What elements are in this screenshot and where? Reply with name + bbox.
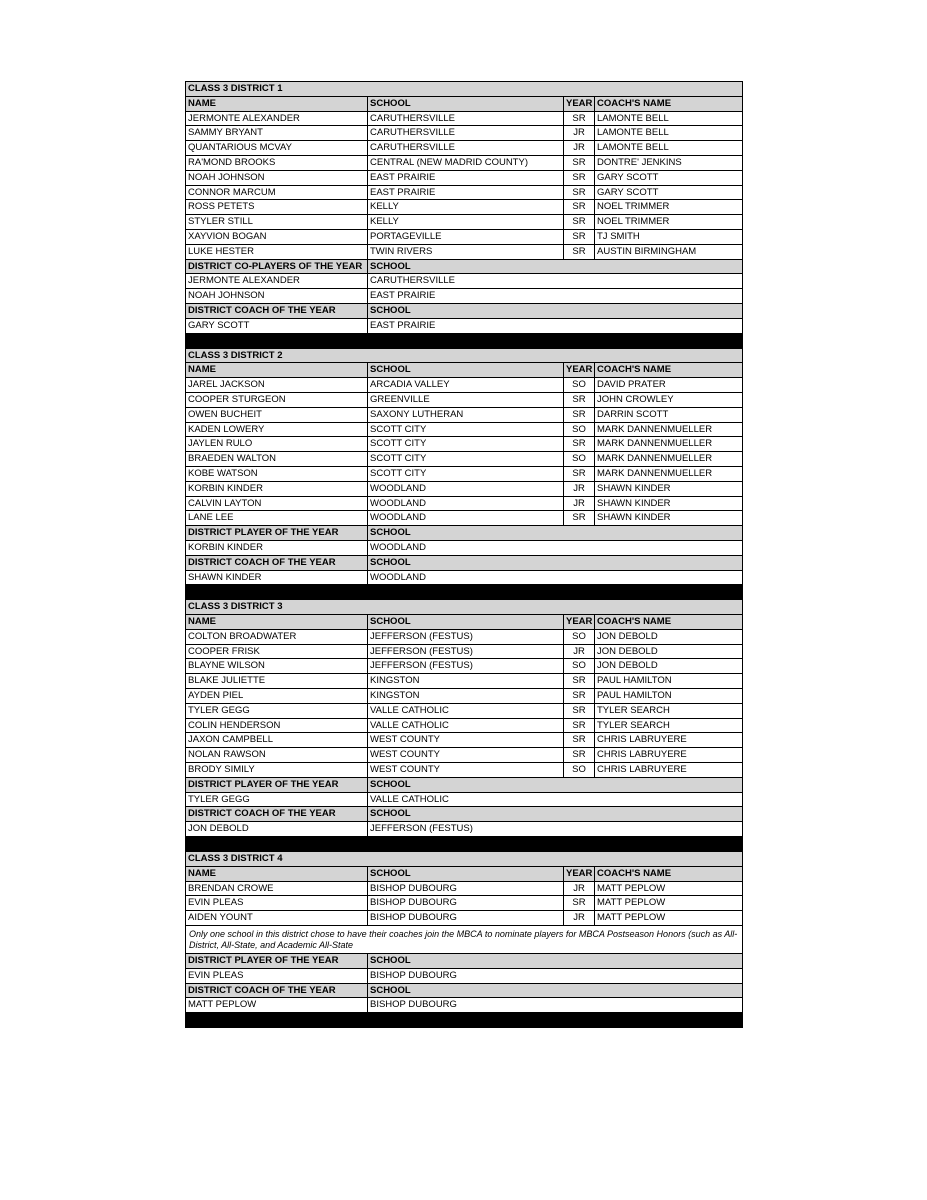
player-coach: CHRIS LABRUYERE (595, 748, 743, 763)
player-coach: MARK DANNENMUELLER (595, 422, 743, 437)
player-coach: PAUL HAMILTON (595, 674, 743, 689)
player-school: VALLE CATHOLIC (368, 718, 564, 733)
player-coach: CHRIS LABRUYERE (595, 763, 743, 778)
player-name: BLAYNE WILSON (186, 659, 368, 674)
coach-header: COACH'S NAME (595, 615, 743, 630)
player-year: SR (564, 437, 595, 452)
player-name: EVIN PLEAS (186, 896, 368, 911)
player-row (186, 422, 743, 437)
player-coach: SHAWN KINDER (595, 481, 743, 496)
player-name: RA'MOND BROOKS (186, 155, 368, 170)
player-year: SO (564, 629, 595, 644)
award-school-heading: SCHOOL (368, 259, 743, 274)
player-school: PORTAGEVILLE (368, 229, 564, 244)
school-header: SCHOOL (368, 96, 564, 111)
player-row (186, 155, 743, 170)
player-coach: JON DEBOLD (595, 644, 743, 659)
player-year: SR (564, 185, 595, 200)
award-header-row (186, 526, 743, 541)
award-header-row (186, 259, 743, 274)
player-name: COOPER FRISK (186, 644, 368, 659)
winner-school: BISHOP DUBOURG (368, 968, 743, 983)
player-row (186, 229, 743, 244)
player-coach: AUSTIN BIRMINGHAM (595, 244, 743, 259)
player-name: KADEN LOWERY (186, 422, 368, 437)
player-row (186, 703, 743, 718)
award-heading: DISTRICT COACH OF THE YEAR (186, 303, 368, 318)
player-school: WEST COUNTY (368, 763, 564, 778)
player-school: KINGSTON (368, 674, 564, 689)
award-heading: DISTRICT PLAYER OF THE YEAR (186, 954, 368, 969)
school-header: SCHOOL (368, 615, 564, 630)
player-row (186, 674, 743, 689)
player-row (186, 200, 743, 215)
award-header-row (186, 954, 743, 969)
separator-cell (186, 585, 743, 600)
school-header: SCHOOL (368, 866, 564, 881)
district-note-row (186, 926, 743, 954)
player-coach: SHAWN KINDER (595, 496, 743, 511)
player-year: SR (564, 466, 595, 481)
player-name: ROSS PETETS (186, 200, 368, 215)
player-row (186, 896, 743, 911)
player-name: KOBE WATSON (186, 466, 368, 481)
player-coach: LAMONTE BELL (595, 126, 743, 141)
coach-header: COACH'S NAME (595, 96, 743, 111)
player-name: AIDEN YOUNT (186, 911, 368, 926)
player-name: COLTON BROADWATER (186, 629, 368, 644)
player-year: SR (564, 170, 595, 185)
player-year: JR (564, 126, 595, 141)
player-row (186, 659, 743, 674)
player-school: WOODLAND (368, 511, 564, 526)
separator-cell (186, 837, 743, 852)
player-year: SR (564, 200, 595, 215)
coach-header: COACH'S NAME (595, 866, 743, 881)
player-coach: GARY SCOTT (595, 185, 743, 200)
winner-school: JEFFERSON (FESTUS) (368, 822, 743, 837)
separator-cell (186, 1013, 743, 1028)
year-header: YEAR (564, 363, 595, 378)
player-school: KELLY (368, 215, 564, 230)
player-year: SR (564, 111, 595, 126)
player-row (186, 126, 743, 141)
winner-school: EAST PRAIRIE (368, 318, 743, 333)
player-school: EAST PRAIRIE (368, 185, 564, 200)
player-year: SR (564, 733, 595, 748)
player-school: WEST COUNTY (368, 748, 564, 763)
player-coach: PAUL HAMILTON (595, 689, 743, 704)
name-header: NAME (186, 363, 368, 378)
player-school: WEST COUNTY (368, 733, 564, 748)
player-coach: MARK DANNENMUELLER (595, 437, 743, 452)
player-year: SR (564, 392, 595, 407)
player-year: SR (564, 689, 595, 704)
player-school: JEFFERSON (FESTUS) (368, 644, 564, 659)
player-name: KORBIN KINDER (186, 481, 368, 496)
player-school: SCOTT CITY (368, 452, 564, 467)
player-name: BLAKE JULIETTE (186, 674, 368, 689)
column-header-row (186, 866, 743, 881)
player-year: SR (564, 703, 595, 718)
player-year: SR (564, 674, 595, 689)
district-title: CLASS 3 DISTRICT 2 (186, 348, 743, 363)
award-winner-row (186, 792, 743, 807)
player-school: VALLE CATHOLIC (368, 703, 564, 718)
player-name: TYLER GEGG (186, 703, 368, 718)
winner-school: BISHOP DUBOURG (368, 998, 743, 1013)
district-title-row (186, 82, 743, 97)
player-coach: MATT PEPLOW (595, 911, 743, 926)
player-name: LUKE HESTER (186, 244, 368, 259)
award-school-heading: SCHOOL (368, 983, 743, 998)
player-year: SR (564, 244, 595, 259)
winner-school: EAST PRAIRIE (368, 289, 743, 304)
player-school: CARUTHERSVILLE (368, 126, 564, 141)
award-winner-row (186, 318, 743, 333)
player-row (186, 644, 743, 659)
player-school: KELLY (368, 200, 564, 215)
district-title-row (186, 348, 743, 363)
player-coach: DARRIN SCOTT (595, 407, 743, 422)
district-note: Only one school in this district chose to have their coaches join the MBCA to nominate players for MBCA Postseason Honors (such as All-District, All-State, and Academic All-State (186, 926, 743, 954)
award-school-heading: SCHOOL (368, 303, 743, 318)
player-row (186, 452, 743, 467)
player-coach: JOHN CROWLEY (595, 392, 743, 407)
player-row (186, 481, 743, 496)
player-row (186, 911, 743, 926)
player-school: WOODLAND (368, 496, 564, 511)
player-school: TWIN RIVERS (368, 244, 564, 259)
player-school: CARUTHERSVILLE (368, 111, 564, 126)
player-coach: DAVID PRATER (595, 378, 743, 393)
player-coach: GARY SCOTT (595, 170, 743, 185)
school-header: SCHOOL (368, 363, 564, 378)
player-name: QUANTARIOUS MCVAY (186, 141, 368, 156)
award-winner-row (186, 998, 743, 1013)
winner-name: MATT PEPLOW (186, 998, 368, 1013)
award-winner-row (186, 822, 743, 837)
player-row (186, 496, 743, 511)
player-coach: NOEL TRIMMER (595, 200, 743, 215)
district-title: CLASS 3 DISTRICT 1 (186, 82, 743, 97)
player-school: BISHOP DUBOURG (368, 911, 564, 926)
player-row (186, 437, 743, 452)
district-separator-bar (186, 1013, 743, 1028)
district-separator-bar (186, 333, 743, 348)
player-school: GREENVILLE (368, 392, 564, 407)
winner-school: WOODLAND (368, 540, 743, 555)
player-year: JR (564, 141, 595, 156)
column-header-row (186, 363, 743, 378)
award-winner-row (186, 570, 743, 585)
district-separator-bar (186, 837, 743, 852)
player-name: COOPER STURGEON (186, 392, 368, 407)
name-header: NAME (186, 615, 368, 630)
player-name: CONNOR MARCUM (186, 185, 368, 200)
award-heading: DISTRICT PLAYER OF THE YEAR (186, 777, 368, 792)
player-row (186, 629, 743, 644)
winner-name: GARY SCOTT (186, 318, 368, 333)
player-row (186, 378, 743, 393)
player-row (186, 170, 743, 185)
player-name: JAREL JACKSON (186, 378, 368, 393)
winner-school: VALLE CATHOLIC (368, 792, 743, 807)
player-name: BRODY SIMILY (186, 763, 368, 778)
player-school: CENTRAL (NEW MADRID COUNTY) (368, 155, 564, 170)
name-header: NAME (186, 866, 368, 881)
player-name: LANE LEE (186, 511, 368, 526)
winner-name: SHAWN KINDER (186, 570, 368, 585)
award-heading: DISTRICT COACH OF THE YEAR (186, 555, 368, 570)
player-coach: DONTRE' JENKINS (595, 155, 743, 170)
player-row (186, 111, 743, 126)
player-year: SR (564, 229, 595, 244)
award-heading: DISTRICT PLAYER OF THE YEAR (186, 526, 368, 541)
player-year: SO (564, 659, 595, 674)
player-row (186, 689, 743, 704)
district-separator-bar (186, 585, 743, 600)
player-year: SR (564, 748, 595, 763)
award-heading: DISTRICT CO-PLAYERS OF THE YEAR (186, 259, 368, 274)
player-coach: TJ SMITH (595, 229, 743, 244)
winner-name: EVIN PLEAS (186, 968, 368, 983)
award-school-heading: SCHOOL (368, 807, 743, 822)
player-row (186, 733, 743, 748)
player-year: JR (564, 481, 595, 496)
player-school: SCOTT CITY (368, 466, 564, 481)
player-school: SCOTT CITY (368, 422, 564, 437)
player-name: NOAH JOHNSON (186, 170, 368, 185)
player-school: BISHOP DUBOURG (368, 881, 564, 896)
player-year: JR (564, 496, 595, 511)
winner-school: WOODLAND (368, 570, 743, 585)
player-row (186, 466, 743, 481)
player-name: STYLER STILL (186, 215, 368, 230)
player-row (186, 881, 743, 896)
winner-school: CARUTHERSVILLE (368, 274, 743, 289)
player-school: CARUTHERSVILLE (368, 141, 564, 156)
player-name: AYDEN PIEL (186, 689, 368, 704)
district-title: CLASS 3 DISTRICT 3 (186, 600, 743, 615)
award-winner-row (186, 289, 743, 304)
player-row (186, 141, 743, 156)
player-row (186, 407, 743, 422)
player-name: BRAEDEN WALTON (186, 452, 368, 467)
year-header: YEAR (564, 615, 595, 630)
winner-name: JON DEBOLD (186, 822, 368, 837)
player-school: JEFFERSON (FESTUS) (368, 629, 564, 644)
player-school: SAXONY LUTHERAN (368, 407, 564, 422)
player-row (186, 215, 743, 230)
player-school: KINGSTON (368, 689, 564, 704)
column-header-row (186, 96, 743, 111)
player-coach: MARK DANNENMUELLER (595, 466, 743, 481)
player-school: JEFFERSON (FESTUS) (368, 659, 564, 674)
player-coach: MATT PEPLOW (595, 881, 743, 896)
player-year: SO (564, 763, 595, 778)
award-header-row (186, 777, 743, 792)
player-row (186, 763, 743, 778)
award-header-row (186, 983, 743, 998)
player-school: BISHOP DUBOURG (368, 896, 564, 911)
player-coach: TYLER SEARCH (595, 703, 743, 718)
player-year: SR (564, 511, 595, 526)
player-year: SR (564, 407, 595, 422)
district-title-row (186, 600, 743, 615)
player-year: SR (564, 215, 595, 230)
award-heading: DISTRICT COACH OF THE YEAR (186, 807, 368, 822)
player-coach: NOEL TRIMMER (595, 215, 743, 230)
district-title: CLASS 3 DISTRICT 4 (186, 852, 743, 867)
award-winner-row (186, 540, 743, 555)
player-coach: JON DEBOLD (595, 659, 743, 674)
player-year: SR (564, 896, 595, 911)
player-row (186, 718, 743, 733)
player-school: WOODLAND (368, 481, 564, 496)
award-school-heading: SCHOOL (368, 954, 743, 969)
player-school: EAST PRAIRIE (368, 170, 564, 185)
player-year: JR (564, 644, 595, 659)
player-coach: MARK DANNENMUELLER (595, 452, 743, 467)
player-name: SAMMY BRYANT (186, 126, 368, 141)
player-year: SR (564, 718, 595, 733)
winner-name: KORBIN KINDER (186, 540, 368, 555)
award-school-heading: SCHOOL (368, 526, 743, 541)
column-header-row (186, 615, 743, 630)
coach-header: COACH'S NAME (595, 363, 743, 378)
player-name: OWEN BUCHEIT (186, 407, 368, 422)
award-winner-row (186, 274, 743, 289)
player-year: SO (564, 378, 595, 393)
year-header: YEAR (564, 96, 595, 111)
award-school-heading: SCHOOL (368, 777, 743, 792)
award-header-row (186, 555, 743, 570)
player-year: SR (564, 155, 595, 170)
player-row (186, 511, 743, 526)
player-name: BRENDAN CROWE (186, 881, 368, 896)
player-row (186, 748, 743, 763)
player-name: COLIN HENDERSON (186, 718, 368, 733)
player-year: SO (564, 452, 595, 467)
player-name: NOLAN RAWSON (186, 748, 368, 763)
separator-cell (186, 333, 743, 348)
player-coach: TYLER SEARCH (595, 718, 743, 733)
award-winner-row (186, 968, 743, 983)
player-name: XAYVION BOGAN (186, 229, 368, 244)
player-name: JAXON CAMPBELL (186, 733, 368, 748)
player-row (186, 392, 743, 407)
winner-name: NOAH JOHNSON (186, 289, 368, 304)
player-coach: CHRIS LABRUYERE (595, 733, 743, 748)
player-row (186, 185, 743, 200)
player-name: CALVIN LAYTON (186, 496, 368, 511)
district-title-row (186, 852, 743, 867)
winner-name: JERMONTE ALEXANDER (186, 274, 368, 289)
player-name: JERMONTE ALEXANDER (186, 111, 368, 126)
all-district-table (185, 81, 743, 1028)
player-row (186, 244, 743, 259)
player-year: SO (564, 422, 595, 437)
award-heading: DISTRICT COACH OF THE YEAR (186, 983, 368, 998)
name-header: NAME (186, 96, 368, 111)
player-coach: SHAWN KINDER (595, 511, 743, 526)
award-school-heading: SCHOOL (368, 555, 743, 570)
winner-name: TYLER GEGG (186, 792, 368, 807)
year-header: YEAR (564, 866, 595, 881)
award-header-row (186, 807, 743, 822)
player-coach: LAMONTE BELL (595, 111, 743, 126)
player-school: ARCADIA VALLEY (368, 378, 564, 393)
player-year: JR (564, 881, 595, 896)
player-coach: LAMONTE BELL (595, 141, 743, 156)
player-coach: JON DEBOLD (595, 629, 743, 644)
player-year: JR (564, 911, 595, 926)
award-header-row (186, 303, 743, 318)
player-name: JAYLEN RULO (186, 437, 368, 452)
all-district-document (185, 81, 742, 1028)
player-school: SCOTT CITY (368, 437, 564, 452)
player-coach: MATT PEPLOW (595, 896, 743, 911)
